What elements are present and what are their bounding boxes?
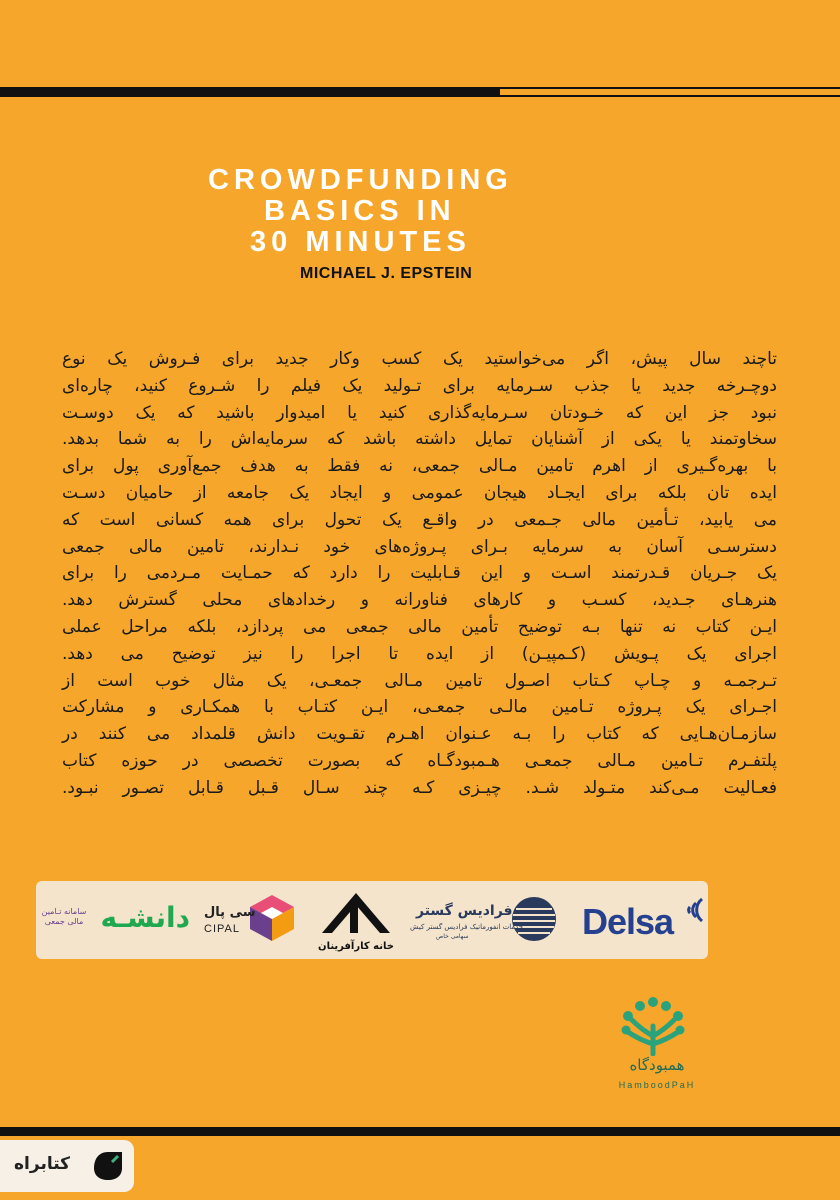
description-line: می یابید، تـأمین مالی جـمعی در واقـع یک تحول برای همه کسانی است که — [62, 509, 777, 530]
faradis-logo-note: سهامی خاص — [436, 933, 469, 940]
faradis-logo-subtitle: خدمات انفورماتیک فرادیس گستر کیش — [410, 923, 524, 931]
top-divider-thin-upper — [500, 87, 840, 89]
samaneh-brand-logo: دانشـه — [100, 901, 190, 934]
description-line: تاچند سال پیش، اگر می‌خواستید یک کسب وکار جدید برای فـروش یک نوع — [62, 349, 777, 369]
description-line: دوچـرخه جدید یا جذب سـرمایه برای تـولید یک فیلم را شـروع کنید، چاره‌ای — [62, 375, 777, 396]
delsa-logo: Delsa — [582, 901, 674, 942]
hambood-logo-en: HamboodPaH — [618, 1080, 696, 1090]
bottom-divider — [0, 1127, 840, 1136]
faradis-logo-title: فرادیس گستر — [416, 903, 513, 919]
description-line: پلتفـرم تـامین مـالی جمعـی هـمبودگـاه که بصورت تخصصی در حوزه کتاب — [62, 750, 777, 771]
description-line: ایده تان بلکه برای ایجـاد هیجان عمومی و ایجاد یک جامعه از حامیان دسـت — [62, 482, 777, 503]
khaneh-logo-text: خانه کارآفرینان — [318, 941, 394, 952]
ketabrah-label: کتابراه — [14, 1154, 71, 1174]
description-line: با بهره‌گـیری از اهرم تامین مـالی جمعی، نه فقط به هدف جمع‌آوری پول برای — [62, 456, 777, 477]
description-line: سخاوتمند یا یکی از آشنایان تمایل داشته باشد که سرمایه‌اش را به شما بدهد. — [62, 429, 777, 450]
description-line: اجـرای یک پـروژه تـامین مالـی جمعـی، ایـن کتـاب با همکـاری و مشارکت — [62, 697, 777, 718]
description-line: دسترسـی آسان به سرمایه بـرای پـروژه‌های خود نـدارند، تامین مالی جمعی — [62, 536, 777, 557]
wifi-waves-icon — [676, 893, 706, 927]
cipal-logo-en: CIPAL — [204, 923, 240, 935]
ketabrah-badge[interactable] — [0, 1140, 134, 1192]
khaneh-karafarinan-logo — [318, 889, 394, 955]
description-line: هنرهـای جـدید، کسـب و کارهای فناورانه و رخدادهای محلی گسترش دهد. — [62, 590, 777, 611]
description-line: ایـن کتاب نه تنها بـه توضیح تأمین مالی جمعی می پردازد، بلکه مراحل عملی — [62, 616, 777, 637]
description-line: فعـالیت مـی‌کند متـولد شـد. چیـزی کـه چند سـال قـبل قـابل تصـور نبـود. — [62, 777, 777, 798]
description-line: نبود جز این که خـودتان سـرمایه‌گذاری کنید یا امیدوار باشید که یک دوسـت — [62, 402, 777, 423]
ketabrah-logo-icon — [90, 1148, 126, 1184]
description-line: سازمـان‌هـایی که کتاب را بـه عـنوان اهـرم تقـویت دانش قلمداد می کنند در — [62, 724, 777, 745]
top-divider-thick — [0, 87, 500, 97]
top-band — [0, 0, 840, 86]
description-line: اجرای یک پـویش (کـمپیـن) از ایده تا اجرا را نیز توضیح می دهد. — [62, 643, 777, 664]
title-line-1: CROWDFUNDING — [208, 164, 513, 196]
samaneh-label: سامانه تـامین مالی جمعی — [41, 907, 87, 926]
book-title — [208, 165, 548, 258]
hambood-logo-fa: همبودگاه — [629, 1056, 685, 1074]
description-line: تـرجمـه و چـاپ کـتاب اصـول تامین مـالی جمعـی، یک مثال خوب است از — [62, 670, 777, 691]
title-line-2: BASICS IN — [264, 195, 456, 227]
faradis-globe-icon — [510, 895, 558, 943]
hambood-tree-icon — [618, 996, 688, 1056]
author-name: MICHAEL J. EPSTEIN — [300, 265, 473, 282]
cipal-logo-fa: سی پال — [204, 905, 256, 920]
top-divider-thin-lower — [500, 95, 840, 97]
description-text — [62, 346, 777, 802]
description-line: یک جـریان قـدرتمند اسـت و این قـابلیت را دارد که حمـایت مـردمی را برای — [62, 563, 777, 584]
sponsor-logos-panel — [36, 881, 708, 959]
title-line-3: 30 MINUTES — [250, 226, 471, 258]
